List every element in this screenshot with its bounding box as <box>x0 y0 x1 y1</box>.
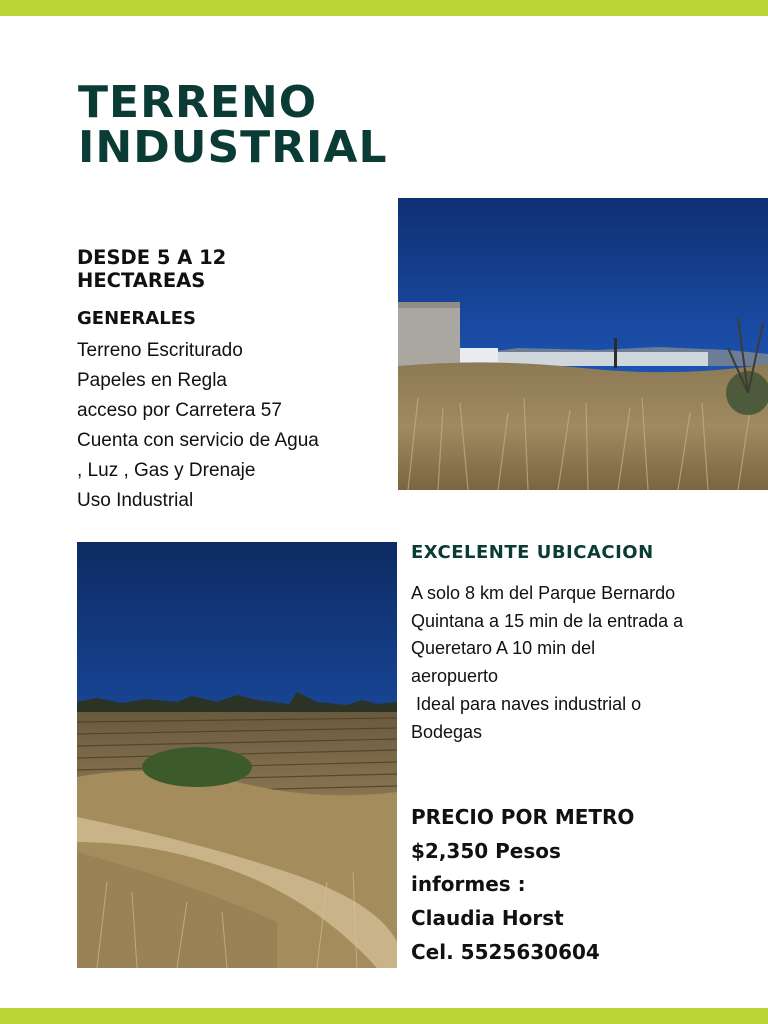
location-heading: EXCELENTE UBICACION <box>411 542 654 563</box>
location-line: Bodegas <box>411 721 483 742</box>
features-heading: GENERALES <box>77 308 196 329</box>
subtitle-line: DESDE 5 A 12 <box>77 246 227 269</box>
location-line: A solo 8 km del Parque Bernardo <box>411 583 676 603</box>
info-label: informes : <box>411 872 526 897</box>
location-line: Queretaro A 10 min del <box>411 638 596 659</box>
feature-item: acceso por Carretera 57 <box>77 400 282 421</box>
location-line: aeropuerto <box>411 666 499 687</box>
location-line: Quintana a 15 min de la entrada a <box>411 610 684 631</box>
feature-item: Uso Industrial <box>77 490 194 511</box>
location-line: Ideal para naves industrial o <box>411 693 642 714</box>
location-section <box>411 540 751 746</box>
contact-phone: Cel. 5525630604 <box>411 939 600 964</box>
feature-item: Terreno Escriturado <box>77 340 243 361</box>
features-section <box>77 307 387 516</box>
photo-dry-grassland-with-building <box>398 198 768 490</box>
price-value: $2,350 Pesos <box>411 838 561 863</box>
flyer-title <box>78 77 388 173</box>
title-line: TERRENO <box>78 77 318 128</box>
bottom-accent-bar <box>0 1008 768 1024</box>
photo-plowed-field-with-dirt-road <box>77 542 397 968</box>
feature-item: Cuenta con servicio de Agua <box>77 430 319 451</box>
contact-name: Claudia Horst <box>411 906 564 931</box>
feature-item: , Luz , Gas y Drenaje <box>77 460 256 481</box>
area-subtitle <box>77 246 226 292</box>
price-heading: PRECIO POR METRO <box>411 805 635 829</box>
title-line: INDUSTRIAL <box>78 122 388 173</box>
price-contact-section <box>411 801 634 970</box>
subtitle-line: HECTAREAS <box>77 269 206 292</box>
feature-item: Papeles en Regla <box>77 370 227 391</box>
top-accent-bar <box>0 0 768 16</box>
